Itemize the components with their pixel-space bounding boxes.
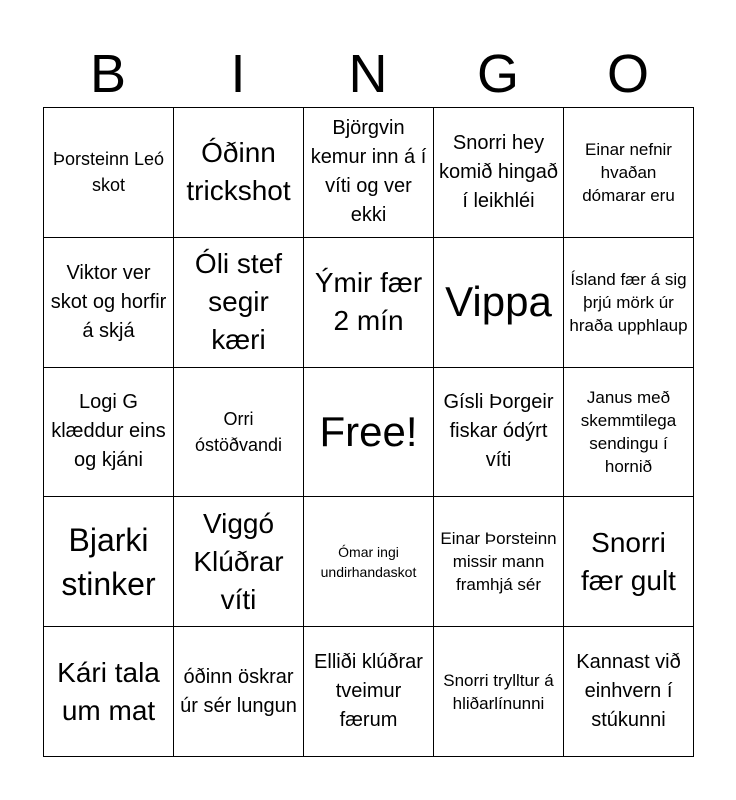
bingo-cell[interactable]: Ýmir fær 2 mín <box>304 237 434 367</box>
bingo-cell[interactable]: Viggó Klúðrar víti <box>174 497 304 627</box>
bingo-cell[interactable]: Vippa <box>434 237 564 367</box>
bingo-cell[interactable]: Ísland fær á sig þrjú mörk úr hraða upphlaup <box>564 237 694 367</box>
bingo-cell[interactable]: Janus með skemmtilega sendingu í hornið <box>564 367 694 497</box>
grid-row <box>44 627 694 757</box>
free-cell[interactable]: Free! <box>304 367 434 497</box>
bingo-cell[interactable]: Kannast við einhvern í stúkunni <box>564 627 694 757</box>
bingo-cell[interactable]: Óðinn trickshot <box>174 108 304 238</box>
bingo-cell[interactable]: Ómar ingi undirhandaskot <box>304 497 434 627</box>
bingo-cell[interactable]: Gísli Þorgeir fiskar ódýrt víti <box>434 367 564 497</box>
bingo-cell[interactable]: óðinn öskrar úr sér lungun <box>174 627 304 757</box>
header-letter-g: G <box>476 44 519 104</box>
bingo-cell[interactable]: Snorri fær gult <box>564 497 694 627</box>
bingo-cell[interactable]: Kári tala um mat <box>44 627 174 757</box>
bingo-cell[interactable]: Einar nefnir hvaðan dómarar eru <box>564 108 694 238</box>
grid-row <box>44 367 694 497</box>
bingo-cell[interactable]: Bjarki stinker <box>44 497 174 627</box>
bingo-cell[interactable]: Þorsteinn Leó skot <box>44 108 174 238</box>
header-letter-i: I <box>230 44 246 104</box>
bingo-cell[interactable]: Viktor ver skot og horfir á skjá <box>44 237 174 367</box>
bingo-cell[interactable]: Logi G klæddur eins og kjáni <box>44 367 174 497</box>
grid-row <box>44 108 694 238</box>
grid-row <box>44 497 694 627</box>
bingo-grid <box>43 107 694 757</box>
bingo-cell[interactable]: Óli stef segir kæri <box>174 237 304 367</box>
bingo-cell[interactable]: Elliði klúðrar tveimur færum <box>304 627 434 757</box>
grid-row <box>44 237 694 367</box>
header-letter-b: B <box>89 44 127 104</box>
bingo-cell[interactable]: Snorri hey komið hingað í leikhléi <box>434 108 564 238</box>
bingo-cell[interactable]: Orri óstöðvandi <box>174 367 304 497</box>
bingo-cell[interactable]: Einar Þorsteinn missir mann framhjá sér <box>434 497 564 627</box>
bingo-cell[interactable]: Björgvin kemur inn á í víti og ver ekki <box>304 108 434 238</box>
header-letter-o: O <box>606 44 649 104</box>
bingo-cell[interactable]: Snorri trylltur á hliðarlínunni <box>434 627 564 757</box>
bingo-header <box>43 40 693 108</box>
header-letter-n: N <box>348 44 388 104</box>
